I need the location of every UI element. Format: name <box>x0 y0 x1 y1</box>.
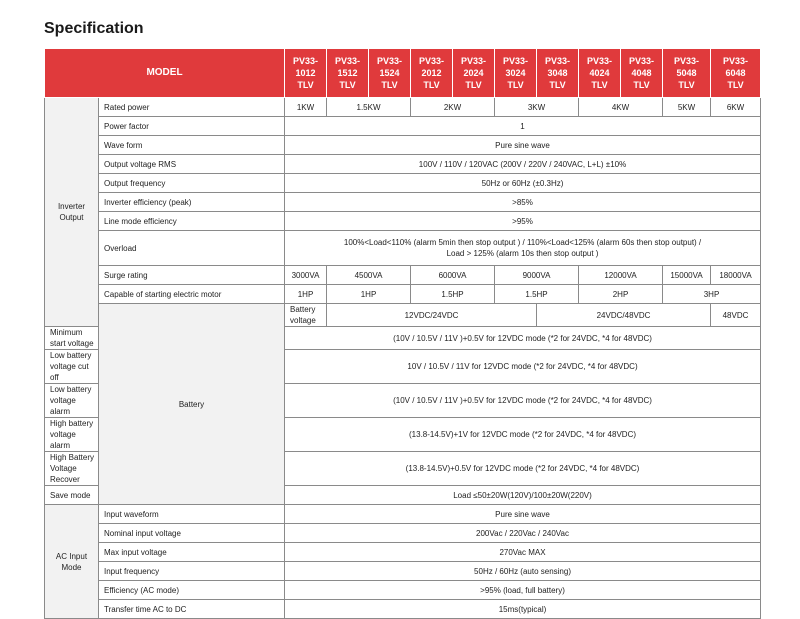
row-label: Nominal input voltage <box>99 524 285 543</box>
table-cell: 6000VA <box>411 266 495 285</box>
group-label-battery: Battery <box>99 304 285 505</box>
row-label: Capable of starting electric motor <box>99 285 285 304</box>
group-label-inverter-output: Inverter Output <box>45 98 99 327</box>
table-cell: (13.8-14.5V)+0.5V for 12VDC mode (*2 for 24VDC, *4 for 48VDC) <box>285 452 761 486</box>
table-cell: 2KW <box>411 98 495 117</box>
table-cell: 6KW <box>711 98 761 117</box>
table-cell: 15000VA <box>663 266 711 285</box>
table-cell: 48VDC <box>711 304 761 327</box>
row-label: Inverter efficiency (peak) <box>99 193 285 212</box>
row-label: Input frequency <box>99 562 285 581</box>
table-cell: 270Vac MAX <box>285 543 761 562</box>
table-row <box>45 212 761 231</box>
row-label: Output frequency <box>99 174 285 193</box>
row-label: Low battery voltage cut off <box>45 350 99 384</box>
table-cell: 18000VA <box>711 266 761 285</box>
row-label: Battery voltage <box>285 304 327 327</box>
table-cell: 2HP <box>579 285 663 304</box>
row-label: Save mode <box>45 486 99 505</box>
row-label: Max input voltage <box>99 543 285 562</box>
table-cell: (10V / 10.5V / 11V )+0.5V for 12VDC mode (*2 for 24VDC, *4 for 48VDC) <box>285 327 761 350</box>
row-label: Output voltage RMS <box>99 155 285 174</box>
table-row <box>45 98 761 117</box>
table-row <box>45 136 761 155</box>
table-cell: (10V / 10.5V / 11V )+0.5V for 12VDC mode (*2 for 24VDC, *4 for 48VDC) <box>285 384 761 418</box>
table-row <box>45 562 761 581</box>
table-cell: >85% <box>285 193 761 212</box>
model-column-header: PV33- 3048 TLV <box>537 49 579 98</box>
table-cell: >95% (load, full battery) <box>285 581 761 600</box>
row-label: Low battery voltage alarm <box>45 384 99 418</box>
table-cell: 9000VA <box>495 266 579 285</box>
row-label: Power factor <box>99 117 285 136</box>
row-label: Overload <box>99 231 285 266</box>
table-cell: 4KW <box>579 98 663 117</box>
table-cell: 1KW <box>285 98 327 117</box>
table-cell: 50Hz / 60Hz (auto sensing) <box>285 562 761 581</box>
table-cell: 15ms(typical) <box>285 600 761 619</box>
row-label: Input waveform <box>99 505 285 524</box>
table-cell: 1HP <box>327 285 411 304</box>
table-cell: 1.5KW <box>327 98 411 117</box>
row-label: Surge rating <box>99 266 285 285</box>
model-header: MODEL <box>45 49 285 98</box>
table-cell: 5KW <box>663 98 711 117</box>
row-label: Transfer time AC to DC <box>99 600 285 619</box>
table-row <box>45 117 761 136</box>
model-column-header: PV33- 4024 TLV <box>579 49 621 98</box>
row-label: Wave form <box>99 136 285 155</box>
table-row <box>45 600 761 619</box>
table-cell: 100%<Load<110% (alarm 5min then stop output ) / 110%<Load<125% (alarm 60s then stop output) / Load > 125% (alarm 10s then stop output ) <box>285 231 761 266</box>
row-label: Line mode efficiency <box>99 212 285 231</box>
table-cell: 10V / 10.5V / 11V for 12VDC mode (*2 for 24VDC, *4 for 48VDC) <box>285 350 761 384</box>
table-cell: 1.5HP <box>495 285 579 304</box>
model-column-header: PV33- 1512 TLV <box>327 49 369 98</box>
table-cell: 100V / 110V / 120VAC (200V / 220V / 240VAC, L+L) ±10% <box>285 155 761 174</box>
table-row <box>45 581 761 600</box>
row-label: Minimum start voltage <box>45 327 99 350</box>
table-cell: 1HP <box>285 285 327 304</box>
table-cell: Load ≤50±20W(120V)/100±20W(220V) <box>285 486 761 505</box>
table-cell: (13.8-14.5V)+1V for 12VDC mode (*2 for 24VDC, *4 for 48VDC) <box>285 418 761 452</box>
table-cell: 3HP <box>663 285 761 304</box>
model-column-header: PV33- 3024 TLV <box>495 49 537 98</box>
specification-table <box>44 48 761 619</box>
table-cell: 50Hz or 60Hz (±0.3Hz) <box>285 174 761 193</box>
table-row <box>45 266 761 285</box>
table-cell: 1 <box>285 117 761 136</box>
model-column-header: PV33- 2024 TLV <box>453 49 495 98</box>
model-column-header: PV33- 5048 TLV <box>663 49 711 98</box>
model-column-header: PV33- 1012 TLV <box>285 49 327 98</box>
model-column-header: PV33- 2012 TLV <box>411 49 453 98</box>
table-row <box>45 505 761 524</box>
page-title: Specification <box>44 20 144 37</box>
row-label: Rated power <box>99 98 285 117</box>
row-label: High battery voltage alarm <box>45 418 99 452</box>
table-row <box>45 231 761 266</box>
model-column-header: PV33- 6048 TLV <box>711 49 761 98</box>
table-cell: 12000VA <box>579 266 663 285</box>
table-cell: 12VDC/24VDC <box>327 304 537 327</box>
table-cell: 24VDC/48VDC <box>537 304 711 327</box>
table-cell: 4500VA <box>327 266 411 285</box>
table-cell: >95% <box>285 212 761 231</box>
row-label: Efficiency (AC mode) <box>99 581 285 600</box>
table-row <box>45 304 761 327</box>
table-row <box>45 524 761 543</box>
model-column-header: PV33- 4048 TLV <box>621 49 663 98</box>
table-row <box>45 285 761 304</box>
table-cell: 1.5HP <box>411 285 495 304</box>
table-row <box>45 174 761 193</box>
table-cell: Pure sine wave <box>285 505 761 524</box>
table-row <box>45 155 761 174</box>
row-label: High Battery Voltage Recover <box>45 452 99 486</box>
table-row <box>45 543 761 562</box>
table-cell: 3000VA <box>285 266 327 285</box>
model-column-header: PV33- 1524 TLV <box>369 49 411 98</box>
table-cell: Pure sine wave <box>285 136 761 155</box>
table-cell: 200Vac / 220Vac / 240Vac <box>285 524 761 543</box>
table-row <box>45 193 761 212</box>
table-header-row <box>45 49 761 98</box>
table-cell: 3KW <box>495 98 579 117</box>
group-label-ac-input-mode: AC Input Mode <box>45 505 99 619</box>
